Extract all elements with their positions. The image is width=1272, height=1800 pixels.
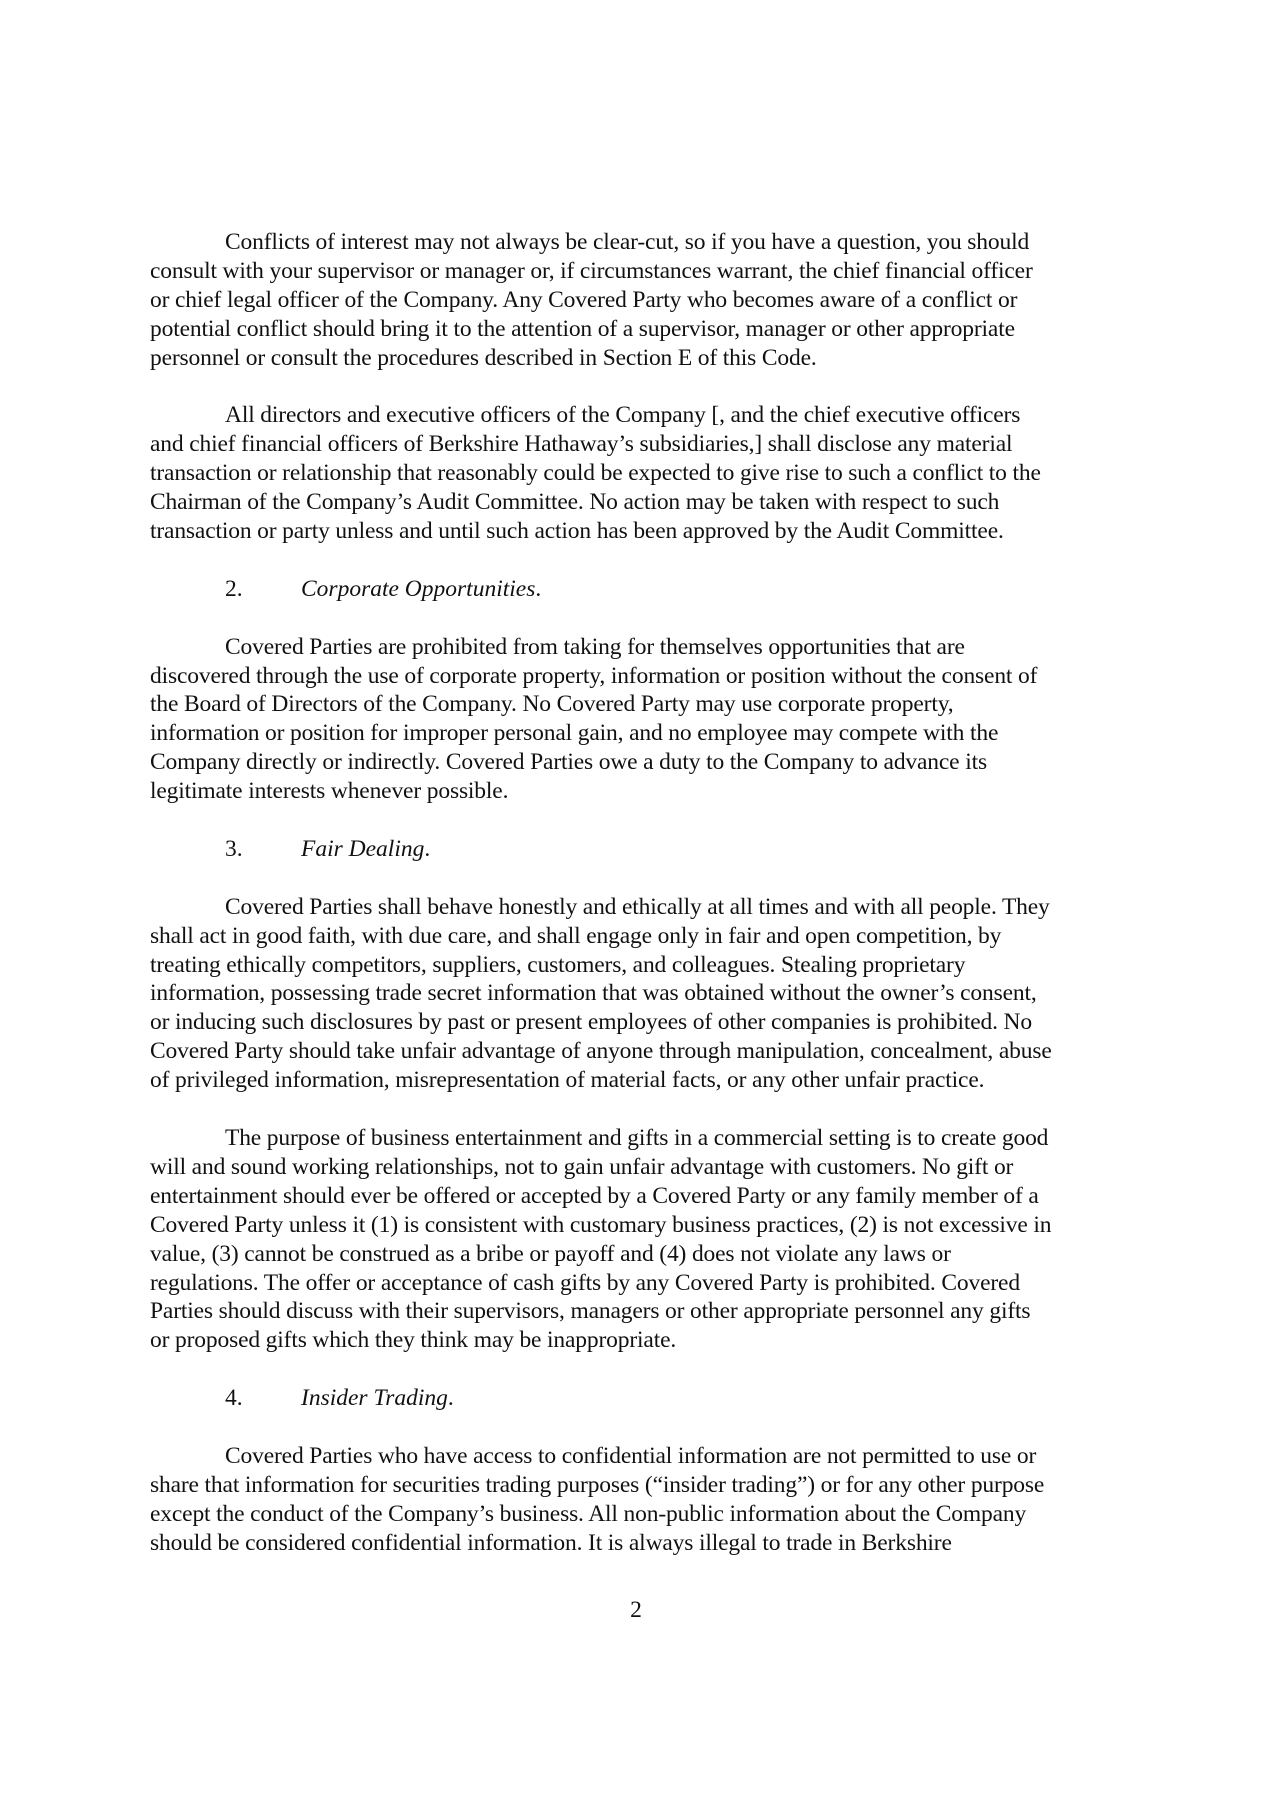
text-line: transaction or relationship that reasonably could be expected to give rise to such a conflict to the [150, 460, 1041, 487]
text-line: Covered Party should take unfair advantage of anyone through manipulation, concealment, abuse [150, 1038, 1052, 1065]
text-line: Conflicts of interest may not always be clear-cut, so if you have a question, you should [225, 229, 1030, 255]
text-line: will and sound working relationships, not to gain unfair advantage with customers. No gift or [150, 1153, 1014, 1180]
document-page [150, 228, 1135, 1586]
text-line: consult with your supervisor or manager or, if circumstances warrant, the chief financial officer [150, 257, 1033, 284]
paragraph-corporate-opportunities [150, 633, 1135, 806]
text-line: and chief financial officers of Berkshire Hathaway’s subsidiaries,] shall disclose any material [150, 431, 1013, 458]
text-line: or inducing such disclosures by past or present employees of other companies is prohibited. No [150, 1009, 1032, 1036]
text-line: regulations. The offer or acceptance of cash gifts by any Covered Party is prohibited. Covered [150, 1269, 1020, 1296]
text-line: or chief legal officer of the Company. Any Covered Party who becomes aware of a conflict or [150, 286, 1018, 313]
text-line: Company directly or indirectly. Covered Parties owe a duty to the Company to advance its [150, 749, 987, 776]
section-title: Fair Dealing [301, 835, 425, 862]
text-line: the Board of Directors of the Company. No Covered Party may use corporate property, [150, 691, 954, 718]
text-line: transaction or party unless and until such action has been approved by the Audit Committee. [150, 518, 1004, 545]
text-line: Chairman of the Company’s Audit Committee. No action may be taken with respect to such [150, 489, 1000, 516]
section-heading-corporate-opportunities [150, 575, 1135, 604]
section-number: 3. [225, 835, 243, 862]
section-title-period: . [447, 1385, 454, 1412]
text-line: All directors and executive officers of the Company [, and the chief executive officers [225, 402, 1021, 429]
text-line: except the conduct of the Company’s business. All non-public information about the Company [150, 1500, 1027, 1527]
text-line: discovered through the use of corporate property, information or position without the consent of [150, 662, 1038, 689]
text-line: treating ethically competitors, suppliers, customers, and colleagues. Stealing proprietary [150, 951, 966, 978]
text-line: or proposed gifts which they think may be inappropriate. [150, 1327, 677, 1354]
text-line: share that information for securities trading purposes (“insider trading”) or for any other purpose [150, 1471, 1045, 1498]
section-heading-fair-dealing [150, 835, 1135, 864]
paragraph-insider-trading [150, 1442, 1135, 1558]
text-line: information, possessing trade secret information that was obtained without the owner’s consent, [150, 980, 1037, 1007]
text-line: personnel or consult the procedures described in Section E of this Code. [150, 344, 817, 371]
paragraph-fair-dealing [150, 893, 1135, 1095]
section-title: Corporate Opportunities [301, 575, 536, 602]
text-line: potential conflict should bring it to the attention of a supervisor, manager or other appropriate [150, 315, 1015, 342]
text-line: entertainment should ever be offered or accepted by a Covered Party or any family member of a [150, 1182, 1039, 1209]
paragraph-conflicts-of-interest [150, 228, 1135, 373]
text-line: The purpose of business entertainment and gifts in a commercial setting is to create good [225, 1125, 1049, 1151]
section-title-period: . [535, 575, 542, 602]
text-line: should be considered confidential information. It is always illegal to trade in Berkshire [150, 1529, 952, 1556]
text-line: Covered Parties shall behave honestly and ethically at all times and with all people. They [225, 893, 1050, 920]
section-title-period: . [424, 835, 431, 862]
section-number: 4. [225, 1385, 243, 1412]
text-line: Covered Parties who have access to confidential information are not permitted to use or [225, 1442, 1037, 1469]
section-heading-insider-trading [150, 1384, 1135, 1413]
text-line: legitimate interests whenever possible. [150, 778, 509, 805]
text-line: value, (3) cannot be construed as a bribe or payoff and (4) does not violate any laws or [150, 1240, 951, 1267]
text-line: Covered Party unless it (1) is consistent with customary business practices, (2) is not excessive in [150, 1211, 1052, 1238]
text-line: of privileged information, misrepresentation of material facts, or any other unfair practice. [150, 1067, 985, 1094]
paragraph-disclosure [150, 401, 1135, 546]
text-line: Covered Parties are prohibited from taking for themselves opportunities that are [225, 633, 965, 660]
text-line: information or position for improper personal gain, and no employee may compete with the [150, 720, 999, 747]
section-number: 2. [225, 575, 243, 602]
section-title: Insider Trading [301, 1385, 448, 1412]
paragraph-gifts-entertainment [150, 1124, 1135, 1355]
text-line: Parties should discuss with their supervisors, managers or other appropriate personnel any gifts [150, 1298, 1031, 1325]
page-number: 2 [630, 1597, 642, 1623]
text-line: shall act in good faith, with due care, and shall engage only in fair and open competition, by [150, 922, 1002, 949]
